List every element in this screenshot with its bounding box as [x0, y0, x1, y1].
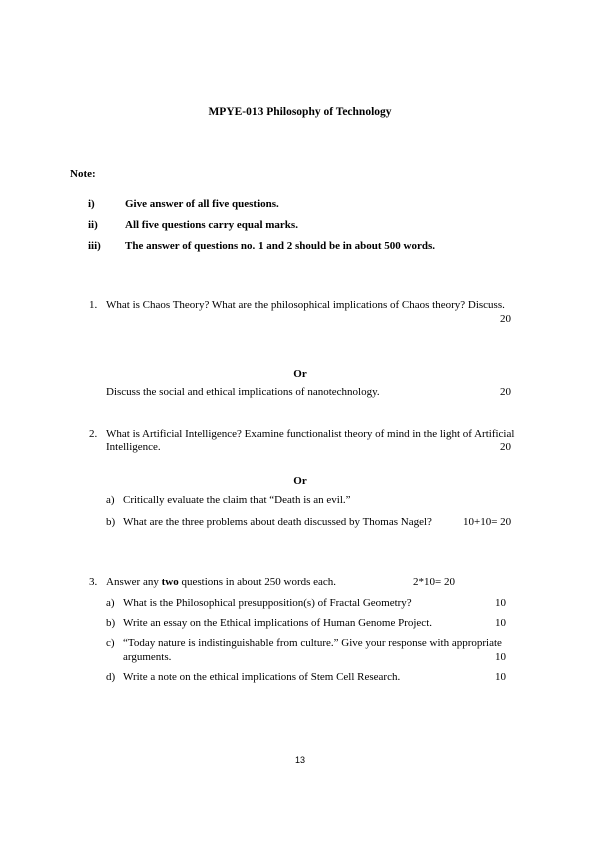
question-2-number: 2.	[89, 428, 98, 440]
note-item-number: iii)	[88, 240, 101, 252]
question-3-marks: 2*10= 20	[413, 576, 455, 588]
question-2-or: Or	[293, 475, 307, 487]
note-item-text: The answer of questions no. 1 and 2 should be in about 500 words.	[125, 240, 436, 252]
question-2b-text: What are the three problems about death discussed by Thomas Nagel?	[123, 516, 432, 528]
question-3d-marks: 10	[495, 671, 506, 683]
question-1-text: What is Chaos Theory? What are the philosophical implications of Chaos theory? Discuss.	[106, 299, 505, 311]
question-1-or: Or	[293, 368, 307, 380]
question-3c-label: c)	[106, 637, 115, 649]
question-2b-label: b)	[106, 516, 116, 528]
question-3a-marks: 10	[495, 597, 506, 609]
question-3-text-post: questions in about 250 words each.	[178, 576, 337, 588]
question-3a-text: What is the Philosophical presupposition(s) of Fractal Geometry?	[123, 597, 412, 609]
question-3a-label: a)	[106, 597, 115, 609]
question-3c-text-line1: “Today nature is indistinguishable from culture.” Give your response with appropriate	[123, 637, 502, 649]
question-3-number: 3.	[89, 576, 98, 588]
question-3-text-pre: Answer any	[106, 576, 162, 588]
page-number: 13	[294, 755, 305, 765]
question-3b-label: b)	[106, 617, 116, 629]
question-1-alt-text: Discuss the social and ethical implications of nanotechnology.	[106, 386, 380, 398]
question-3d-text: Write a note on the ethical implications of Stem Cell Research.	[123, 671, 401, 683]
question-2b-marks: 10+10= 20	[463, 516, 512, 528]
question-2a-text: Critically evaluate the claim that “Death is an evil.”	[123, 494, 351, 506]
question-1-alt-marks: 20	[500, 386, 511, 398]
question-3c-text-line2: arguments.	[123, 651, 172, 663]
question-3-text-bold: two	[161, 576, 179, 588]
note-item-number: ii)	[88, 219, 98, 231]
question-3d-label: d)	[106, 671, 116, 683]
question-3b-marks: 10	[495, 617, 506, 629]
question-2-marks: 20	[500, 441, 511, 453]
question-2a-label: a)	[106, 494, 115, 506]
question-2-text-line2: Intelligence.	[106, 441, 161, 453]
question-3-text	[106, 576, 336, 588]
note-heading: Note:	[70, 168, 96, 180]
note-item-number: i)	[88, 198, 95, 210]
question-1-marks: 20	[500, 313, 511, 325]
page-title: MPYE-013 Philosophy of Technology	[208, 106, 392, 118]
note-item-text: All five questions carry equal marks.	[125, 219, 298, 231]
question-2-text-line1: What is Artificial Intelligence? Examine functionalist theory of mind in the light of Artificial	[106, 428, 515, 440]
question-3c-marks: 10	[495, 651, 506, 663]
note-item-text: Give answer of all five questions.	[125, 198, 279, 210]
question-1-number: 1.	[89, 299, 98, 311]
question-3b-text: Write an essay on the Ethical implications of Human Genome Project.	[123, 617, 432, 629]
